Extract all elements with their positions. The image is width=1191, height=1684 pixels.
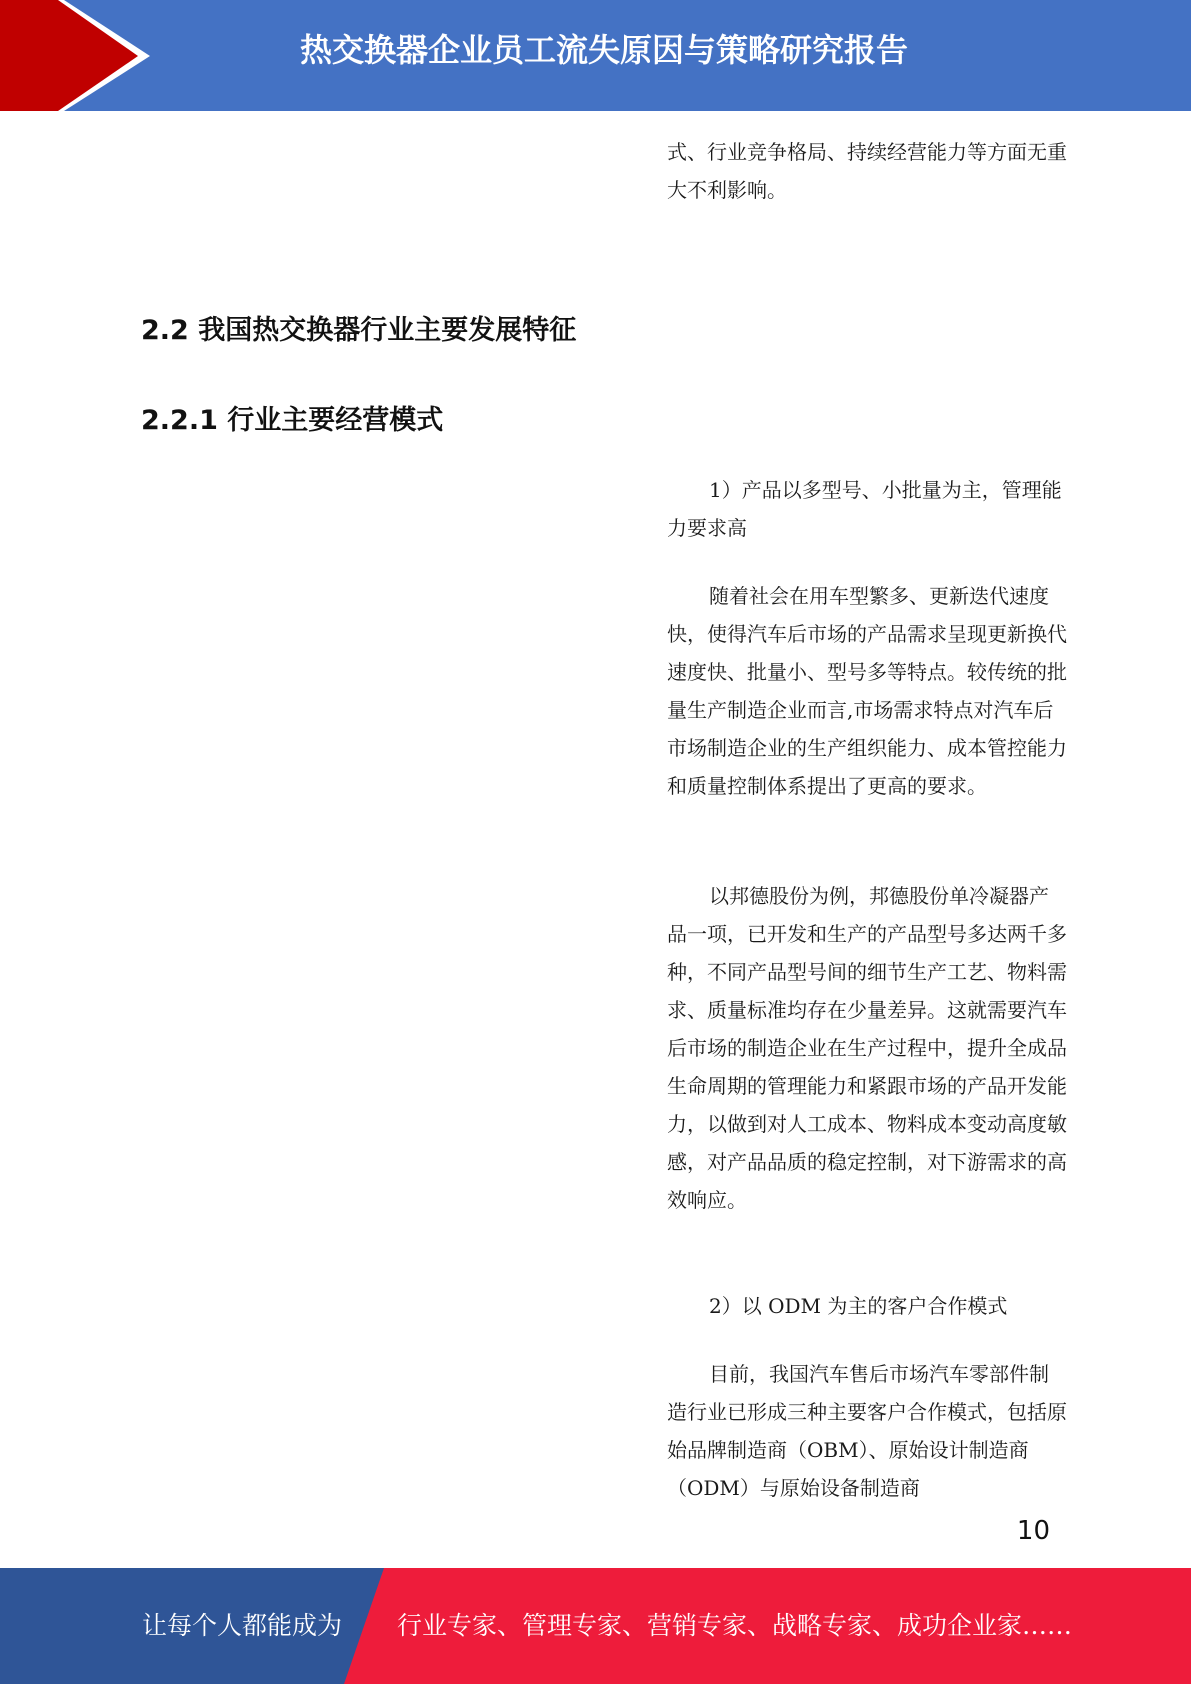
point-1-title: 1）产品以多型号、小批量为主，管理能力要求高 xyxy=(667,478,1062,540)
page-header xyxy=(0,0,1191,111)
point-1-paragraph-2: 以邦德股份为例，邦德股份单冷凝器产品一项，已开发和生产的产品型号多达两千多种，不同产品型号间的细节生产工艺、物料需求、质量标准均存在少量差异。这就需要汽车后市场的制造企业在生产过程中，提升全成品生命周期的管理能力和紧跟市场的产品开发能力，以做到对人工成本、物料成本变动高度敏感，对产品品质的稳定控制，对下游需求的高效响应。 xyxy=(667,884,1067,1212)
subsection-heading: 2.2.1 行业主要经营模式 xyxy=(141,405,444,436)
intro-continuation: 式、行业竞争格局、持续经营能力等方面无重大不利影响。 xyxy=(667,140,1067,202)
point-1-paragraph-1: 随着社会在用车型繁多、更新迭代速度快，使得汽车后市场的产品需求呈现更新换代速度快、批量小、型号多等特点。较传统的批量生产制造企业而言,市场需求特点对汽车后市场制造企业的生产组织能力、成本管控能力和质量控制体系提出了更高的要求。 xyxy=(667,584,1067,798)
footer-slogan-right: 行业专家、管理专家、营销专家、战略专家、成功企业家…… xyxy=(397,1611,1073,1640)
header-chevron-icon xyxy=(0,0,160,111)
page-number: 10 xyxy=(1016,1516,1050,1546)
section-heading: 2.2 我国热交换器行业主要发展特征 xyxy=(141,315,577,346)
chevron-fill xyxy=(0,0,138,111)
footer-slogan-left: 让每个人都能成为 xyxy=(142,1611,343,1640)
page-footer xyxy=(0,1568,1191,1684)
point-2-paragraph-1: 目前，我国汽车售后市场汽车零部件制造行业已形成三种主要客户合作模式，包括原始品牌制造商（OBM）、原始设计制造商（ODM）与原始设备制造商 xyxy=(667,1362,1067,1500)
point-2-title: 2）以 ODM 为主的客户合作模式 xyxy=(709,1294,1008,1318)
report-title: 热交换器企业员工流失原因与策略研究报告 xyxy=(300,31,909,69)
